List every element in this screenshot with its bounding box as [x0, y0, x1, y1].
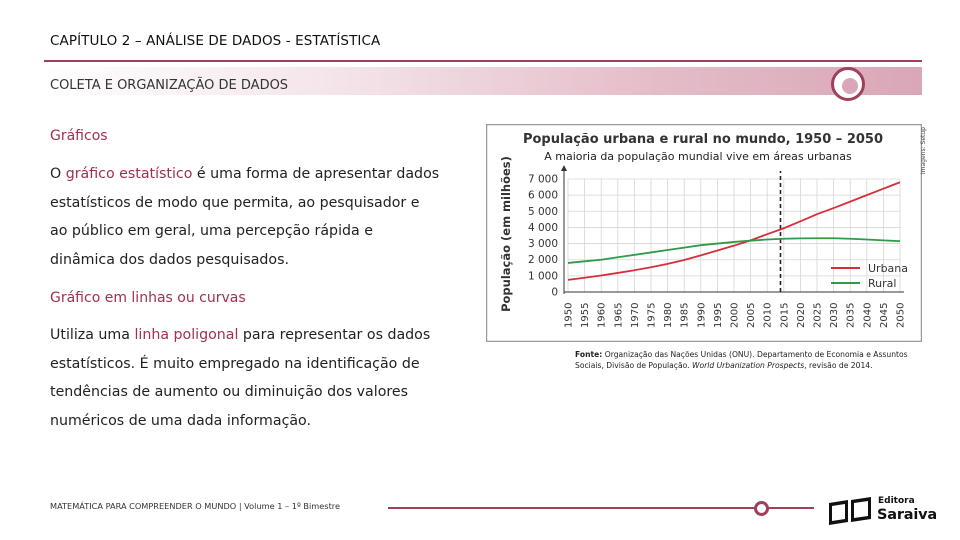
x-tick-label-1990: 1990: [696, 302, 708, 328]
book-logo-icon: [826, 494, 876, 528]
saraiva-logo: [826, 494, 946, 528]
p1-text-b: é uma forma de apresentar dados estatísticos de modo que permita, ao pesquisador e ao público em geral, uma percepção rápida e dinâmica dos dados pesquisados.: [50, 166, 440, 268]
y-tick-label-5000: 5 000: [527, 205, 558, 218]
y-tick-label-4000: 4 000: [527, 221, 558, 234]
x-tick-label-1970: 1970: [629, 302, 641, 328]
y-tick-label-6000: 6 000: [527, 189, 558, 202]
footer-text: MATEMÁTICA PARA COMPREENDER O MUNDO | Volume 1 – 1º Bimestre: [50, 501, 341, 511]
logo-saraiva: Saraiva: [877, 507, 937, 523]
x-tick-label-1995: 1995: [712, 302, 724, 328]
p2-highlight: linha poligonal: [134, 327, 239, 343]
y-tick-label-2000: 2 000: [527, 254, 558, 267]
y-tick-label-3000: 3 000: [527, 238, 558, 251]
logo-editora: Editora: [878, 496, 915, 506]
x-tick-label-2045: 2045: [878, 302, 890, 328]
x-tick-label-1965: 1965: [613, 302, 625, 328]
section-band: [44, 67, 922, 95]
x-tick-label-2050: 2050: [895, 302, 907, 328]
population-line-chart: [486, 124, 922, 342]
x-tick-label-2040: 2040: [862, 302, 874, 328]
p1-highlight: gráfico estatístico: [65, 166, 193, 182]
x-tick-label-2010: 2010: [762, 302, 774, 328]
chapter-title: CAPÍTULO 2 – ANÁLISE DE DADOS - ESTATÍSTICA: [50, 33, 381, 49]
heading-grafico-linhas: Gráfico em linhas ou curvas: [50, 290, 246, 306]
y-tick-label-7000: 7 000: [527, 173, 558, 186]
x-tick-label-2015: 2015: [779, 302, 791, 328]
source-text: Organização das Nações Unidas (ONU). Departamento de Economia e Assuntos Sociais, Divisão de População.: [575, 350, 908, 370]
legend-label-rural: Rural: [868, 277, 897, 290]
paragraph-grafico-estatistico: [50, 160, 440, 274]
chart-ylabel: População (em milhões): [499, 156, 513, 312]
source-tail: , revisão de 2014.: [804, 361, 873, 370]
p2-text-b: para representar os dados estatísticos. É muito empregado na identificação de tendências de aumento ou diminuição dos valores numéricos de uma dada informação.: [50, 327, 431, 429]
chart-source: [575, 349, 935, 371]
p1-text-a: O: [50, 166, 66, 182]
header-rule: [44, 60, 922, 62]
x-tick-label-2000: 2000: [729, 302, 741, 328]
footer-circle-ornament: [754, 501, 769, 516]
band-circle-ornament: [831, 67, 865, 101]
y-tick-label-0: 0: [551, 286, 558, 299]
x-tick-label-2035: 2035: [845, 302, 857, 328]
footer-rule: [388, 507, 814, 509]
x-tick-label-2025: 2025: [812, 302, 824, 328]
source-label: Fonte:: [575, 350, 603, 359]
chart-title: População urbana e rural no mundo, 1950 – 2050: [522, 132, 884, 147]
chart-subtitle: A maioria da população mundial vive em áreas urbanas: [544, 150, 852, 163]
legend-label-urbana: Urbana: [868, 262, 909, 275]
x-tick-label-1950: 1950: [563, 302, 575, 328]
p2-text-a: Utiliza uma: [50, 327, 135, 343]
x-tick-label-1975: 1975: [646, 302, 658, 328]
section-title: COLETA E ORGANIZAÇÃO DE DADOS: [50, 78, 289, 93]
source-italic: World Urbanization Prospects: [691, 361, 805, 370]
heading-graficos: Gráficos: [50, 128, 108, 144]
x-tick-label-2030: 2030: [829, 302, 841, 328]
x-tick-label-1985: 1985: [679, 302, 691, 328]
image-credit: Imagens: Setup: [920, 127, 927, 175]
y-tick-label-1000: 1 000: [527, 270, 558, 283]
x-tick-label-1955: 1955: [580, 302, 592, 328]
x-tick-label-2005: 2005: [746, 302, 758, 328]
x-tick-label-1980: 1980: [663, 302, 675, 328]
x-tick-label-1960: 1960: [596, 302, 608, 328]
paragraph-linhas: [50, 321, 440, 435]
x-tick-label-2020: 2020: [795, 302, 807, 328]
